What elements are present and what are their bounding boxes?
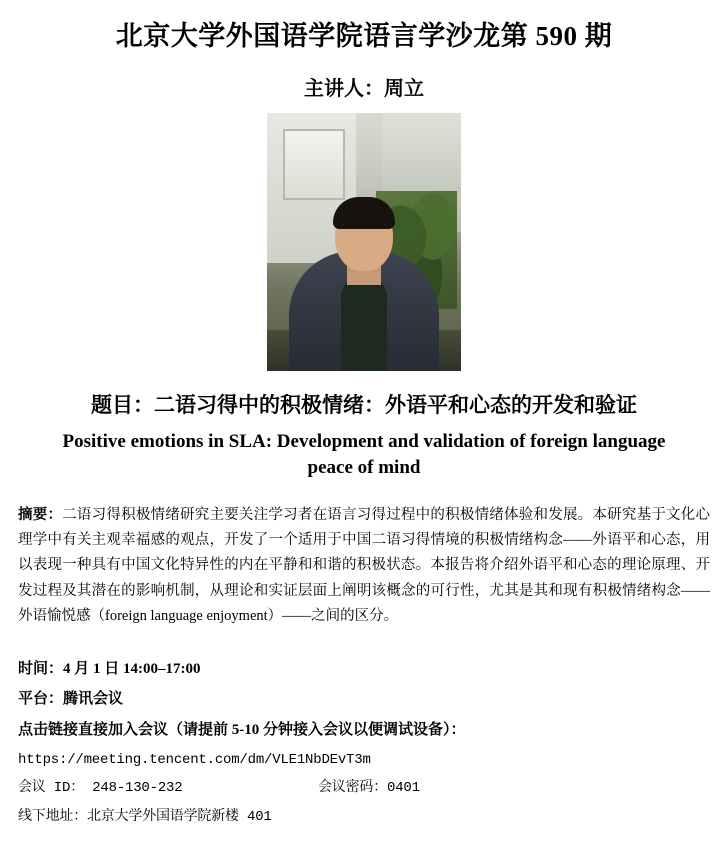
- speaker-portrait: [267, 113, 461, 371]
- talk-title-en: Positive emotions in SLA: Development and validation of foreign language peace of mind: [62, 431, 666, 479]
- detail-meeting-credentials: [18, 774, 710, 803]
- speaker-line: 主讲人：周立: [304, 78, 424, 101]
- meeting-id: 会议 ID： 248-130-232: [18, 780, 183, 797]
- page-title: 北京大学外国语学院语言学沙龙第 590 期: [115, 21, 613, 51]
- talk-title-cn: 题目：二语习得中的积极情绪：外语平和心态的开发和验证: [91, 393, 637, 418]
- detail-join-note: 点击链接直接加入会议（请提前 5-10 分钟接入会议以便调试设备）：: [18, 722, 466, 739]
- detail-venue: 线下地址：北京大学外国语学院新楼 401: [18, 809, 272, 826]
- portrait-window: [283, 129, 345, 200]
- detail-platform: 平台：腾讯会议: [18, 691, 124, 708]
- meeting-url-link[interactable]: https://meeting.tencent.com/dm/VLE1NbDEvT3m: [18, 751, 371, 768]
- meeting-password: 会议密码：0401: [318, 780, 420, 797]
- details-section: [18, 654, 710, 832]
- portrait-shirt: [341, 275, 387, 371]
- abstract-text: 二语习得积极情绪研究主要关注学习者在语言习得过程中的积极情绪体验和发展。本研究基于文化心理学中有关主观幸福感的观点，开发了一个适用于中国二语习得情境的积极情绪构念——外语平和心态，用以表现一种具有中国文化特异性的内在平静和和谐的积极状态。本报告将介绍外语平和心态的理论原理、开发过程及其潜在的影响机制，从理论和实证层面上阐明该概念的可行性，尤其是其和现有积极情绪构念——外语愉悦感（foreign language enjoyment）——之间的区分。: [18, 506, 710, 625]
- abstract-section: [18, 503, 710, 630]
- speaker-photo-container: [16, 113, 712, 371]
- detail-time: 时间：4 月 1 日 14:00–17:00: [18, 660, 201, 677]
- abstract-label: 摘要：: [18, 506, 63, 523]
